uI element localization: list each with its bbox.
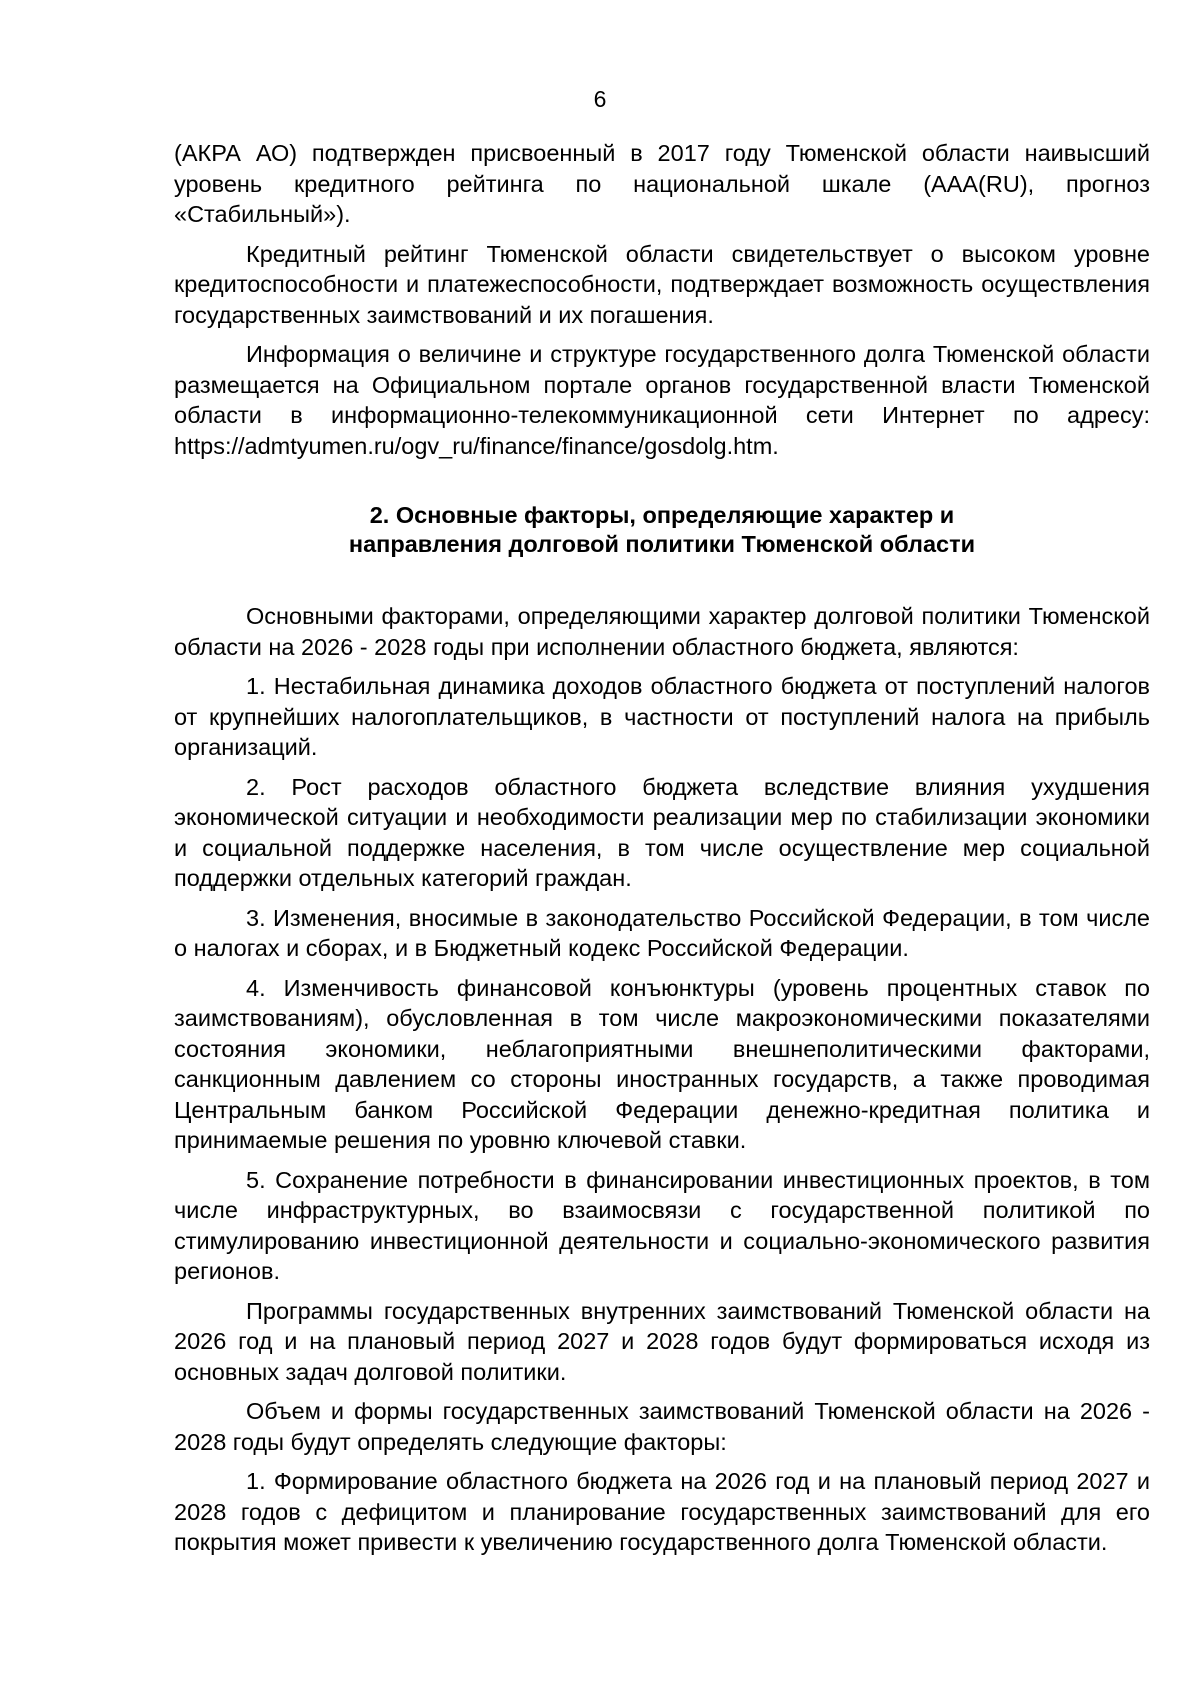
paragraph-rating-continuation: (АКРА АО) подтвержден присвоенный в 2017 году Тюменской области наивысший уровень кредитного рейтинга по национальной шкале (AAA(RU), прогноз «Стабильный»). [174,140,1150,227]
paragraph-main-factors: Основными факторами, определяющими характер долговой политики Тюменской области на 2026 - 2028 годы при исполнении областного бюджета, являются: [174,603,1150,660]
paragraph-debt-info: Информация о величине и структуре государственного долга Тюменской области размещается на Официальном портале органов государственной власти Тюменской области в информационно-телекоммуникационной сети Интернет по адресу: https://admtyumen.ru/ogv_ru/finance/finance/gosdolg.htm. [174,341,1150,459]
list-item-factor-3: 3. Изменения, вносимые в законодательство Российской Федерации, в том числе о налогах и сборах, и в Бюджетный кодекс Российской Федерации. [174,904,1150,961]
list-item-factor-4: 4. Изменчивость финансовой конъюнктуры (уровень процентных ставок по заимствованиям), обусловленная в том числе макроэкономическими показателями состояния экономики, неблагоприятными внешнеполитическими факторами, санкционным давлением со стороны иностранных государств, а также проводимая Центральным банком Российской Федерации денежно-кредитная политика и принимаемые решения по уровню ключевой ставки. [174,974,1150,1153]
section-heading-line-1: 2. Основные факторы, определяющие характер и [369,502,955,528]
paragraph-credit-rating: Кредитный рейтинг Тюменской области свидетельствует о высоком уровне кредитоспособности и платежеспособности, подтверждает возможность осуществления государственных заимствований и их погашения. [174,240,1150,328]
document-body [174,138,1150,1567]
list-item-factor-5: 5. Сохранение потребности в финансировании инвестиционных проектов, в том числе инфраструктурных, во взаимосвязи с государственной политикой по стимулированию инвестиционной деятельности и социально-экономического развития регионов. [174,1166,1150,1284]
paragraph-borrowing-volume: Объем и формы государственных заимствований Тюменской области на 2026 - 2028 годы будут определять следующие факторы: [174,1398,1150,1455]
page-number: 6 [593,86,607,112]
list-item-factor-1: 1. Нестабильная динамика доходов областного бюджета от поступлений налогов от крупнейших налогоплательщиков, в частности от поступлений налога на прибыль организаций. [174,673,1150,760]
list-item-factor-2: 2. Рост расходов областного бюджета вследствие влияния ухудшения экономической ситуации и необходимости реализации мер по стабилизации экономики и социальной поддержке населения, в том числе осуществление мер социальной поддержки отдельных категорий граждан. [174,773,1150,891]
section-heading [174,501,1150,559]
list-item-volume-factor-1: 1. Формирование областного бюджета на 2026 год и на плановый период 2027 и 2028 годов с дефицитом и планирование государственных заимствований для его покрытия может привести к увеличению государственного долга Тюменской области. [174,1468,1150,1555]
paragraph-borrowing-programs: Программы государственных внутренних заимствований Тюменской области на 2026 год и на плановый период 2027 и 2028 годов будут формироваться исходя из основных задач долговой политики. [174,1297,1150,1385]
section-heading-line-2: направления долговой политики Тюменской области [348,531,976,557]
